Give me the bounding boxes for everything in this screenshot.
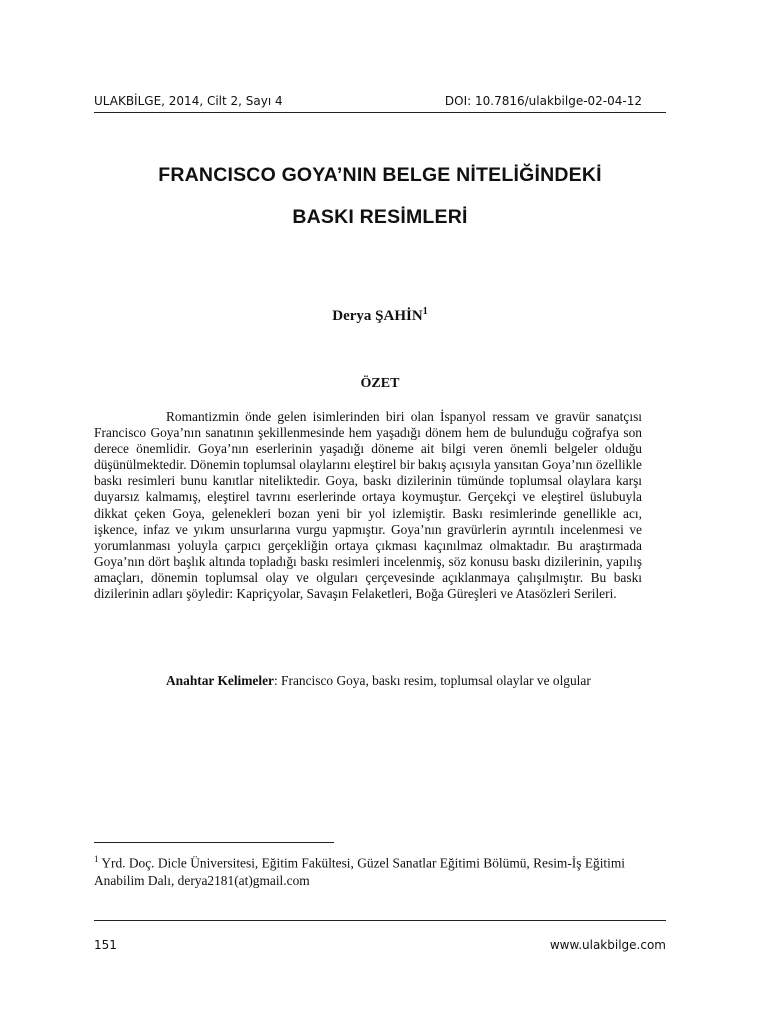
author-name	[94, 306, 666, 325]
footnote	[94, 850, 642, 890]
page-number: 151	[94, 938, 117, 952]
abstract-heading: ÖZET	[360, 376, 400, 391]
keywords-paragraph	[94, 673, 642, 689]
keywords-label: Anahtar Kelimeler	[166, 673, 274, 688]
footnote-mark: 1	[94, 854, 99, 864]
author-footnote-mark: 1	[422, 306, 428, 317]
article-title	[94, 154, 666, 238]
abstract-body: Romantizmin önde gelen isimlerinden biri olan İspanyol ressam ve gravür sanatçısı Francisco Goya’nın sanatının şekillenmesinde hem yaşadığı dönem hem de bulunduğu coğrafya son derece önemlidir. Goya’nın eserlerinin yaşadığı döneme ait bilgi veren önemli belgeler olduğu düşünülmektedir. Dönemin toplumsal olaylarını eleştirel bir bakış açısıyla yansıtan Goya’nın özellikle baskı resimleri bunu kanıtlar niteliktedir. Goya, baskı dizilerinin tümünde toplumsal olaylara karşı duyarsız kalmamış, eleştirel tavrını eserlerinde ortaya koymuştur. Gerçekçi ve eleştirel üslubuyla dikkat çeken Goya, gelenekleri bozan yeni bir yol izlemiştir. Baskı resimlerinde genellikle acı, işkence, infaz ve yıkım unsurlarına vurgu yapmıştır. Goya’nın gravürlerin ayrıntılı incelenmesi ve yorumlanması yoluyla çarpıcı gerçekliğin ortaya çıkması kaçınılmaz olmaktadır. Bu araştırmada Goya’nın dört başlık altında topladığı baskı resimleri incelenmiş, söz konusu baskı dizilerinin, yapılış amaçları, dönemin toplumsal olay ve olguları çerçevesinde açıklanmaya çalışılmıştır. Bu baskı dizilerinin adları şöyledir: Kapriçyolar, Savaşın Felaketleri, Boğa Güreşleri ve Atasözleri Serileri.	[94, 409, 642, 602]
author-name-text: Derya ŞAHİN	[332, 308, 423, 324]
keywords-text: : Francisco Goya, baskı resim, toplumsal olaylar ve olgular	[273, 673, 591, 688]
footer-divider	[94, 920, 666, 921]
title-line-2: BASKI RESİMLERİ	[292, 206, 468, 228]
journal-website: www.ulakbilge.com	[549, 938, 666, 952]
running-header	[94, 94, 666, 113]
page-footer	[94, 938, 666, 952]
footnote-divider	[94, 842, 334, 843]
title-line-1: FRANCISCO GOYA’NIN BELGE NİTELİĞİNDEKİ	[158, 164, 602, 186]
journal-citation: ULAKBİLGE, 2014, Cilt 2, Sayı 4	[94, 94, 283, 108]
doi-text: DOI: 10.7816/ulakbilge-02-04-12	[444, 94, 642, 108]
footnote-text: Yrd. Doç. Dicle Üniversitesi, Eğitim Fakültesi, Güzel Sanatlar Eğitimi Bölümü, Resim-İş Eğitimi Anabilim Dalı, derya2181(at)gmail.com	[94, 855, 625, 889]
